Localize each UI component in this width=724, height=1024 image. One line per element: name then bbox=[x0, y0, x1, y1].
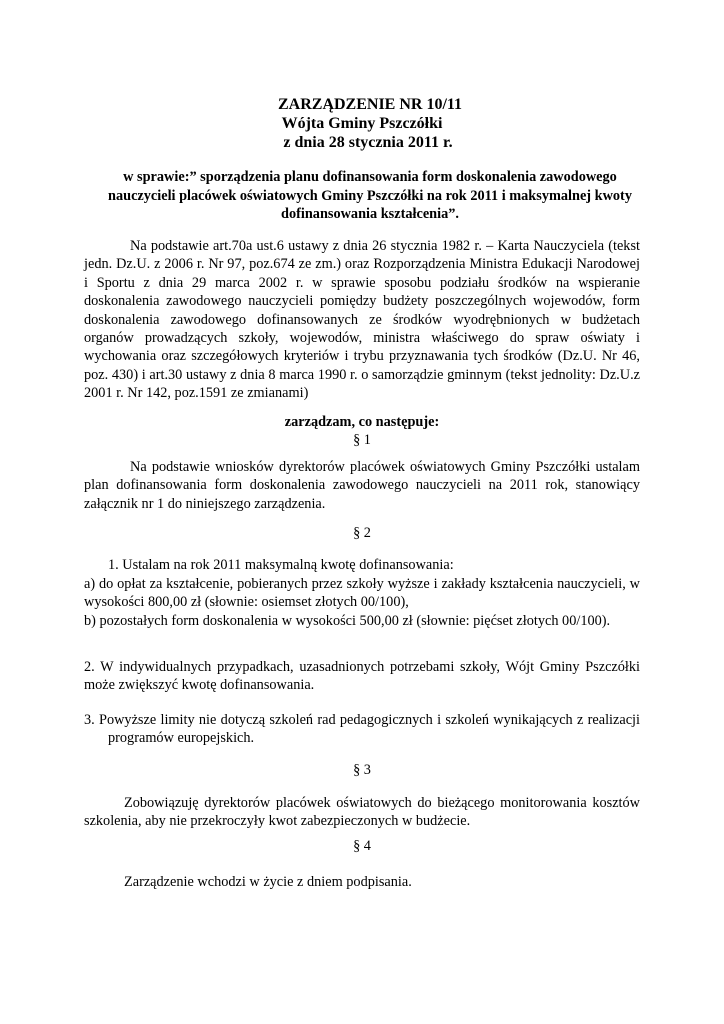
title-date: z dnia 28 stycznia 2011 r. bbox=[283, 134, 453, 151]
section-2-item-1-b: b) pozostałych form doskonalenia w wysokości 500,00 zł (słownie: pięćset złotych 00/100). bbox=[84, 613, 611, 629]
section-2-item-3: 3. Powyższe limity nie dotyczą szkoleń rad pedagogicznych i szkoleń wynikających z realizacji programów europejskich. bbox=[84, 712, 640, 747]
decree-heading: zarządzam, co następuje: bbox=[284, 414, 440, 430]
section-3-text: Zobowiązuję dyrektorów placówek oświatowych do bieżącego monitorowania kosztów szkolenia, aby nie przekroczyły kwot zabezpieczonych w budżecie. bbox=[84, 795, 640, 830]
document-subject: w sprawie:” sporządzenia planu dofinansowania form doskonalenia zawodowego nauczycieli placówek oświatowych Gminy Pszczółki na rok 2011 i maksymalnej kwoty dofinansowania kształcenia”. bbox=[108, 169, 632, 222]
section-4-mark: § 4 bbox=[353, 838, 371, 854]
section-2-item-1-intro: 1. Ustalam na rok 2011 maksymalną kwotę dofinansowania: bbox=[108, 557, 454, 573]
section-1-text: Na podstawie wniosków dyrektorów placówek oświatowych Gminy Pszczółki ustalam plan dofinansowania form doskonalenia zawodowego nauczycieli na 2011 rok, stanowiący załącznik nr 1 do niniejszego zarządzenia. bbox=[84, 459, 640, 512]
section-3-mark: § 3 bbox=[353, 762, 371, 778]
document-title bbox=[0, 95, 724, 152]
section-2-item-1-a: a) do opłat za kształcenie, pobieranych przez szkoły wyższe i zakłady kształcenia nauczycieli, w wysokości 800,00 zł (słownie: osiemset złotych 00/100), bbox=[84, 576, 640, 611]
section-2-mark: § 2 bbox=[353, 525, 371, 541]
section-4-text: Zarządzenie wchodzi w życie z dniem podpisania. bbox=[124, 874, 412, 890]
title-ordinance-number: ZARZĄDZENIE NR 10/11 bbox=[277, 96, 463, 113]
legal-basis-paragraph: Na podstawie art.70a ust.6 ustawy z dnia 26 stycznia 1982 r. – Karta Nauczyciela (tekst jedn. Dz.U. z 2006 r. Nr 97, poz.674 ze zm.) oraz Rozporządzenia Ministra Edukacji Narodowej i Sportu z dnia 29 marca 2002 r. w sprawie sposobu podziału środków na wspieranie doskonalenia zawodowego nauczycieli pomiędzy budżety poszczególnych wojewodów, form doskonalenia zawodowego dofinansowanych ze środków wyodrębnionych w budżetach organów prowadzących szkoły, wojewodów, ministra właściwego do spraw oświaty i wychowania oraz szczegółowych kryteriów i trybu przyznawania tych środków (Dz.U. Nr 46, poz. 430) i art.30 ustawy z dnia 8 marca 1990 r. o samorządzie gminnym (tekst jednolity: Dz.U.z 2001 r. Nr 142, poz.1591 ze zmianami) bbox=[84, 238, 640, 402]
section-2-item-2: 2. W indywidualnych przypadkach, uzasadnionych potrzebami szkoły, Wójt Gminy Pszczółki może zwiększyć kwotę dofinansowania. bbox=[84, 659, 640, 694]
title-issuer: Wójta Gminy Pszczółki bbox=[281, 115, 443, 132]
section-1-mark: § 1 bbox=[353, 432, 371, 448]
